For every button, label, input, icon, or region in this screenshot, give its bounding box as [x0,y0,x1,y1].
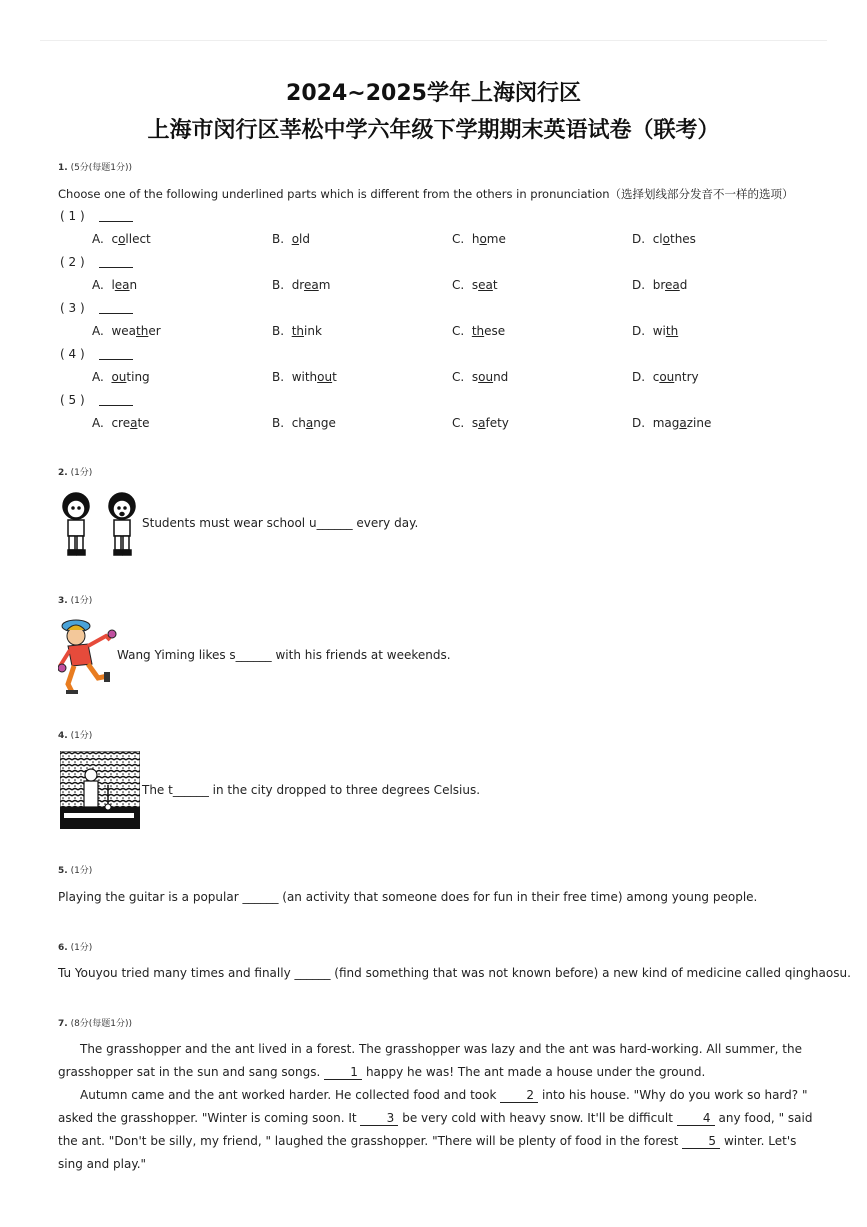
option-word-prefix: s [471,370,479,384]
q1-option[interactable] [92,416,150,430]
option-word-prefix: c [652,370,660,384]
q7-p1-text-a: The grasshopper and the ant lived in a forest. The grasshopper was lazy and the ant was hard-working. All summer, the grasshopper sat in the sun and sang songs. [58,1042,802,1079]
q3-header [58,593,92,606]
q1-option[interactable] [92,370,150,384]
q6-header [58,940,92,953]
option-word-suffix: ting [126,370,150,384]
q1-instruction: Choose one of the following underlined parts which is different from the others in pronunciation（选择划线部分发音不一样的选项） [58,187,794,201]
option-letter: C. [452,324,465,338]
q7-p2-text-b: into his house. "Why do you work so hard? " asked the grasshopper. "Winter is coming soon. It [58,1088,808,1125]
option-word-prefix: h [471,232,480,246]
option-underlined-part: ea [478,278,493,292]
option-word-suffix: m [318,278,331,292]
q1-option[interactable] [632,416,711,430]
q2-number: 2. [58,468,68,478]
option-word-prefix: mag [652,416,680,430]
option-word-suffix: t [332,370,337,384]
option-letter: A. [92,232,104,246]
option-letter: A. [92,278,104,292]
q2-header [58,465,92,478]
q7-p1-text-b: happy he was! The ant made a house under the ground. [362,1065,706,1079]
option-underlined-part: o [118,232,126,246]
option-word-suffix: thes [669,232,696,246]
q2-score: (1分) [70,468,93,478]
q5-score: (1分) [70,866,93,876]
q1-option[interactable] [452,416,509,430]
q1-answer-blank[interactable] [95,303,133,317]
option-letter: D. [632,416,646,430]
q3-number: 3. [58,596,68,606]
option-underlined-part: a [478,416,486,430]
q2-text: Students must wear school u______ every day. [142,516,419,530]
option-word-suffix: zine [686,416,712,430]
q7-score: (8分(每题1分)) [70,1019,133,1029]
option-letter: B. [272,278,285,292]
option-underlined-part: ou [111,370,127,384]
q6-number: 6. [58,943,68,953]
q1-header [58,160,132,173]
option-letter: B. [272,416,285,430]
option-word-suffix: me [486,232,506,246]
q1-number: 1. [58,163,68,173]
option-underlined-part: o [479,232,487,246]
option-word-suffix: ese [484,324,506,338]
option-word-suffix: ld [299,232,310,246]
option-word-prefix: l [111,278,115,292]
q1-option[interactable] [92,232,151,246]
q5-header [58,863,92,876]
option-underlined-part: o [662,232,670,246]
option-word-suffix: ntry [674,370,699,384]
option-word-prefix: wi [652,324,666,338]
boys-in-uniform-image [58,490,142,560]
q7-p2-text-c: be very cold with heavy snow. It'll be difficult [398,1111,677,1125]
q1-answer-blank[interactable] [95,257,133,271]
option-word-prefix: ch [291,416,306,430]
option-letter: A. [92,324,104,338]
option-letter: C. [452,232,465,246]
option-word-suffix: llect [125,232,151,246]
q3-score: (1分) [70,596,93,606]
option-word-prefix: cre [111,416,131,430]
option-letter: C. [452,370,465,384]
option-word-suffix: t [492,278,498,292]
option-word-suffix: d [679,278,688,292]
option-word-suffix: te [137,416,150,430]
q7-header [58,1016,132,1029]
q7-paragraph-2 [58,1084,813,1176]
option-underlined-part: th [136,324,149,338]
option-letter: A. [92,416,104,430]
option-word-suffix: nge [313,416,336,430]
option-word-prefix: s [471,416,479,430]
q1-item-label: ( 1 ) [60,209,85,223]
option-underlined-part: ou [478,370,494,384]
q1-answer-blank[interactable] [95,395,133,409]
q5-text: Playing the guitar is a popular ______ (an activity that someone does for fun in their free time) among young people. [58,890,758,904]
exam-title-line1: 2024~2025学年上海闵行区 [286,81,581,106]
q5-number: 5. [58,866,68,876]
option-word-prefix: s [471,278,479,292]
option-word-suffix: er [148,324,161,338]
option-letter: D. [632,232,646,246]
q1-option[interactable] [272,324,322,338]
option-word-prefix: cl [652,232,663,246]
option-word-suffix: ink [304,324,322,338]
q6-score: (1分) [70,943,93,953]
option-underlined-part: a [305,416,314,430]
q1-option[interactable] [632,278,687,292]
q1-item-label: ( 2 ) [60,255,85,269]
q1-answer-blank[interactable] [95,349,133,363]
option-letter: D. [632,324,646,338]
q7-p2-text-a: Autumn came and the ant worked harder. He collected food and took [80,1088,501,1102]
option-word-prefix: dr [291,278,304,292]
option-letter: C. [452,416,465,430]
option-word-prefix: br [652,278,665,292]
q1-score: (5分(每题1分)) [70,163,133,173]
q1-option[interactable] [632,232,696,246]
q1-option[interactable] [272,370,337,384]
snowy-cold-scene-image [60,751,140,829]
q7-paragraph-1 [58,1038,813,1084]
q7-p2-text-e: winter. Let's sing and play." [58,1134,797,1171]
q1-item-label: ( 4 ) [60,347,85,361]
option-letter: B. [272,370,285,384]
option-letter: D. [632,278,646,292]
q1-option[interactable] [92,324,161,338]
q4-score: (1分) [70,731,93,741]
option-underlined-part: ea [665,278,680,292]
q7-p2-text-d: any food, " said the ant. "Don't be silly, my friend, " laughed the grasshopper. "There will be plenty of food in the forest [58,1111,813,1148]
q1-item-label: ( 3 ) [60,301,85,315]
option-letter: B. [272,232,285,246]
q7-blank-4[interactable]: 4 [677,1111,715,1126]
option-word-prefix: with [291,370,318,384]
option-underlined-part: ou [317,370,333,384]
option-underlined-part: ea [303,278,319,292]
q7-number: 7. [58,1019,68,1029]
exam-title-line2: 上海市闵行区莘松中学六年级下学期期末英语试卷（联考） [147,118,720,143]
option-word-suffix: n [129,278,138,292]
q1-option[interactable] [272,416,336,430]
option-letter: D. [632,370,646,384]
q4-header [58,728,92,741]
q1-option[interactable] [632,370,699,384]
skating-boy-image [58,616,118,696]
option-word-prefix: c [111,232,119,246]
q1-option[interactable] [272,278,330,292]
option-underlined-part: a [679,416,687,430]
q7-blank-2[interactable]: 2 [500,1088,538,1103]
option-underlined-part: a [130,416,138,430]
top-divider [40,40,827,41]
q1-answer-blank[interactable] [95,211,133,225]
q1-option[interactable] [452,370,508,384]
option-letter: C. [452,278,465,292]
q6-text: Tu Youyou tried many times and finally ______ (find something that was not known before) a new kind of medicine called qinghaosu. [58,966,851,980]
option-underlined-part: th [471,324,485,338]
q7-blank-1[interactable]: 1 [324,1065,362,1080]
q7-blank-5[interactable]: 5 [682,1134,720,1149]
q1-option[interactable] [452,278,498,292]
q3-text: Wang Yiming likes s______ with his friends at weekends. [117,648,451,662]
q1-option[interactable] [272,232,310,246]
option-word-suffix: nd [493,370,509,384]
option-letter: A. [92,370,104,384]
option-letter: B. [272,324,285,338]
q1-option[interactable] [452,232,506,246]
option-underlined-part: th [291,324,304,338]
q1-option[interactable] [632,324,678,338]
option-underlined-part: ea [114,278,130,292]
q7-blank-3[interactable]: 3 [360,1111,398,1126]
q1-item-label: ( 5 ) [60,393,85,407]
option-word-prefix: wea [111,324,137,338]
option-underlined-part: o [291,232,300,246]
option-underlined-part: th [665,324,679,338]
option-word-suffix: fety [485,416,509,430]
q4-text: The t______ in the city dropped to three degrees Celsius. [142,783,481,797]
q1-option[interactable] [92,278,137,292]
q4-number: 4. [58,731,68,741]
option-underlined-part: ou [659,370,675,384]
q1-option[interactable] [452,324,505,338]
